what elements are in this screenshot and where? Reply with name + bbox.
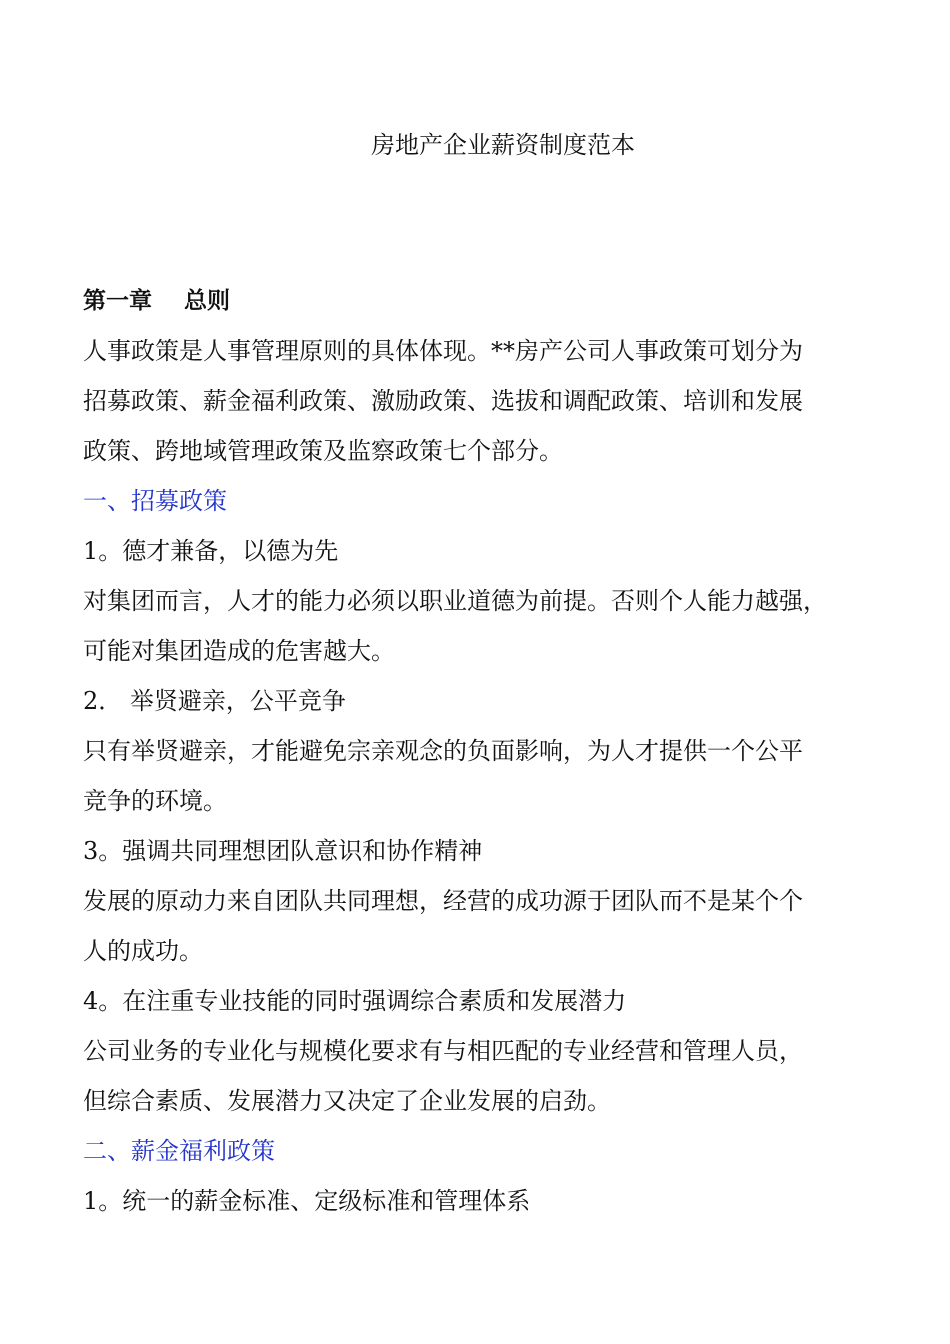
item-title: 1。德才兼备，以德为先 bbox=[83, 537, 339, 565]
item-paragraph-line: 但综合素质、发展潜力又决定了企业发展的启劲。 bbox=[83, 1087, 611, 1115]
item-paragraph-line: 人的成功。 bbox=[83, 937, 203, 965]
item-paragraph-line: 竞争的环境。 bbox=[83, 787, 227, 815]
document-title: 房地产企业薪资制度范本 bbox=[371, 131, 635, 159]
intro-paragraph-line: 人事政策是人事管理原则的具体体现。**房产公司人事政策可划分为 bbox=[83, 337, 803, 365]
intro-paragraph-line: 政策、跨地域管理政策及监察政策七个部分。 bbox=[83, 437, 563, 465]
item-title: 4。在注重专业技能的同时强调综合素质和发展潜力 bbox=[83, 987, 627, 1015]
chapter-number: 第一章 bbox=[83, 288, 152, 314]
document-body bbox=[83, 276, 888, 1226]
item-paragraph-line: 只有举贤避亲，才能避免宗亲观念的负面影响，为人才提供一个公平 bbox=[83, 737, 803, 765]
section-heading-recruitment: 一、招募政策 bbox=[83, 487, 227, 515]
chapter-heading bbox=[83, 276, 888, 326]
item-paragraph-line: 发展的原动力来自团队共同理想，经营的成功源于团队而不是某个个 bbox=[83, 887, 803, 915]
section-heading-compensation: 二、薪金福利政策 bbox=[83, 1137, 275, 1165]
item-paragraph-line: 对集团而言，人才的能力必须以职业道德为前提。否则个人能力越强， bbox=[83, 587, 827, 615]
item-title: 1。统一的薪金标准、定级标准和管理体系 bbox=[83, 1187, 531, 1215]
chapter-name: 总则 bbox=[184, 288, 230, 314]
item-paragraph-line: 公司业务的专业化与规模化要求有与相匹配的专业经营和管理人员， bbox=[83, 1037, 803, 1065]
item-title: 2． 举贤避亲，公平竞争 bbox=[83, 687, 346, 715]
intro-paragraph-line: 招募政策、薪金福利政策、激励政策、选拔和调配政策、培训和发展 bbox=[83, 387, 803, 415]
item-title: 3。强调共同理想团队意识和协作精神 bbox=[83, 837, 483, 865]
item-paragraph-line: 可能对集团造成的危害越大。 bbox=[83, 637, 395, 665]
